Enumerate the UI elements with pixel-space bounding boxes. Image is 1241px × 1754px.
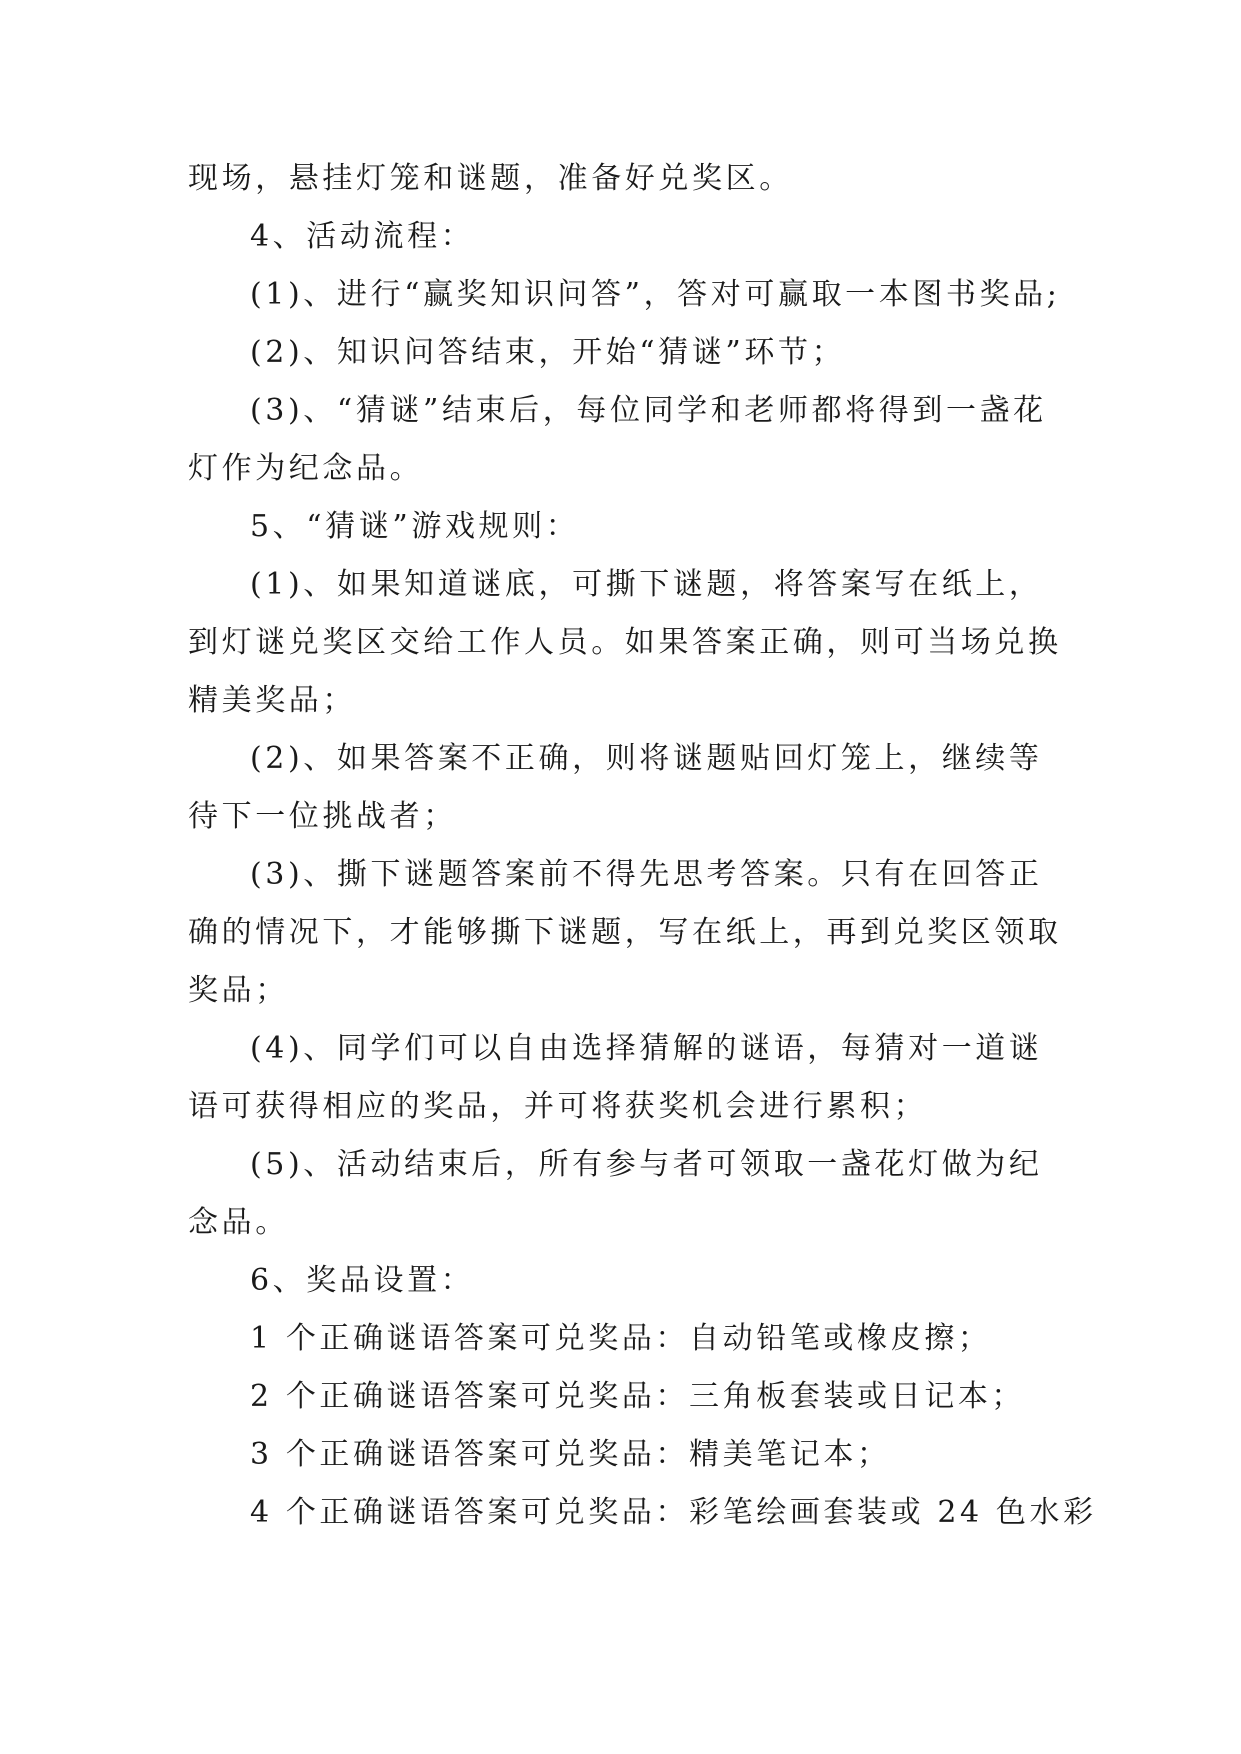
body-line: 精美奖品；	[188, 683, 356, 718]
body-line: 奖品；	[188, 973, 289, 1008]
section-heading-activity-flow: 4、活动流程：	[250, 219, 475, 254]
prize-item: 1 个正确谜语答案可兑奖品：自动铅笔或橡皮擦；	[250, 1321, 992, 1356]
body-line: (1)、如果知道谜底，可撕下谜题，将答案写在纸上，	[250, 567, 1043, 602]
body-line: (1)、进行“赢奖知识问答”，答对可赢取一本图书奖品;	[250, 277, 1061, 312]
body-line: (2)、知识问答结束，开始“猜谜”环节；	[250, 335, 846, 370]
prize-item: 2 个正确谜语答案可兑奖品：三角板套装或日记本；	[250, 1379, 1026, 1414]
body-line: 到灯谜兑奖区交给工作人员。如果答案正确，则可当场兑换	[188, 625, 1062, 660]
prize-item: 3 个正确谜语答案可兑奖品：精美笔记本；	[250, 1437, 891, 1472]
body-line: 现场，悬挂灯笼和谜题，准备好兑奖区。	[188, 161, 793, 196]
body-line: (3)、“猜谜”结束后，每位同学和老师都将得到一盏花	[250, 393, 1047, 428]
body-line: 灯作为纪念品。	[188, 451, 424, 486]
body-line: (5)、活动结束后，所有参与者可领取一盏花灯做为纪	[250, 1147, 1043, 1182]
body-line: 待下一位挑战者；	[188, 799, 457, 834]
prize-item: 4 个正确谜语答案可兑奖品：彩笔绘画套装或 24 色水彩	[250, 1495, 1097, 1530]
document-body	[188, 150, 1097, 1542]
body-line: (4)、同学们可以自由选择猜解的谜语，每猜对一道谜	[250, 1031, 1043, 1066]
body-line: 念品。	[188, 1205, 289, 1240]
body-line: 语可获得相应的奖品，并可将获奖机会进行累积；	[188, 1089, 928, 1124]
section-heading-riddle-rules: 5、“猜谜”游戏规则：	[250, 509, 580, 544]
body-line: (2)、如果答案不正确，则将谜题贴回灯笼上，继续等	[250, 741, 1043, 776]
body-line: 确的情况下，才能够撕下谜题，写在纸上，再到兑奖区领取	[188, 915, 1062, 950]
section-heading-prize-settings: 6、奖品设置：	[250, 1263, 475, 1298]
body-line: (3)、撕下谜题答案前不得先思考答案。只有在回答正	[250, 857, 1043, 892]
